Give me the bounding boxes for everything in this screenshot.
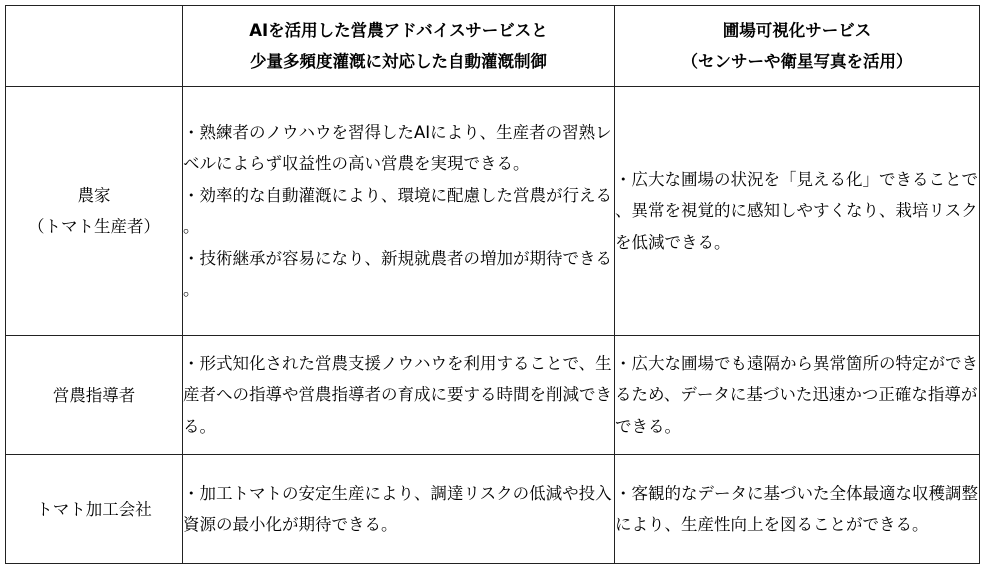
row-farm-advisor: [6, 336, 980, 455]
row-label-farm-advisor: [6, 336, 183, 455]
row-label-farmer: [6, 87, 183, 336]
header-field-visualization: [615, 6, 980, 87]
bullet-item: ・客観的なデータに基づいた全体最適な収穫調整により、生産性向上を図ることができる。: [615, 483, 978, 534]
bullet-item: ・効率的な自動灌漑により、環境に配慮した営農が行える。: [183, 185, 612, 236]
cell-farmer-visual: [615, 87, 980, 336]
bullet-item: ・形式知化された営農支援ノウハウを利用することで、生産者への指導や営農指導者の育成に要する時間を削減できる。: [183, 353, 612, 436]
bullet-item: ・熟練者のノウハウを習得したAIにより、生産者の習熟レベルによらず収益性の高い営農を実現できる。: [183, 122, 612, 173]
header-visual-line-1: 圃場可視化サービス: [722, 21, 872, 40]
bullet-item: ・広大な圃場の状況を「見える化」できることで、異常を視覚的に感知しやすくなり、栽培リスクを低減できる。: [615, 169, 978, 252]
row-label-line: （トマト生産者）: [28, 217, 160, 236]
row-label-line: 営農指導者: [52, 385, 136, 405]
row-label-tomato-processor: [6, 455, 183, 564]
cell-advisor-ai: [183, 336, 615, 455]
cell-advisor-visual: [615, 336, 980, 455]
cell-processor-ai: [183, 455, 615, 564]
header-ai-line-1: AIを活用した営農アドバイスサービスと: [249, 21, 548, 40]
row-label-line: 農家: [77, 186, 111, 205]
header-ai-line-2: 少量多頻度灌漑に対応した自動灌漑制御: [250, 52, 547, 71]
bullet-item: ・加工トマトの安定生産により、調達リスクの低減や投入資源の最小化が期待できる。: [183, 483, 612, 534]
header-ai-advisory: [183, 6, 615, 87]
benefit-table: [5, 5, 980, 564]
row-tomato-processor: [6, 455, 980, 564]
header-row: [6, 6, 980, 87]
bullet-item: ・技術継承が容易になり、新規就農者の増加が期待できる。: [183, 248, 612, 299]
cell-farmer-ai: [183, 87, 615, 336]
header-visual-line-2: （センサーや衛星写真を活用）: [681, 52, 913, 71]
row-farmer: [6, 87, 980, 336]
header-blank-cell: [6, 6, 183, 87]
row-label-line: トマト加工会社: [36, 499, 152, 519]
bullet-item: ・広大な圃場でも遠隔から異常箇所の特定ができるため、データに基づいた迅速かつ正確な指導ができる。: [615, 353, 978, 436]
cell-processor-visual: [615, 455, 980, 564]
